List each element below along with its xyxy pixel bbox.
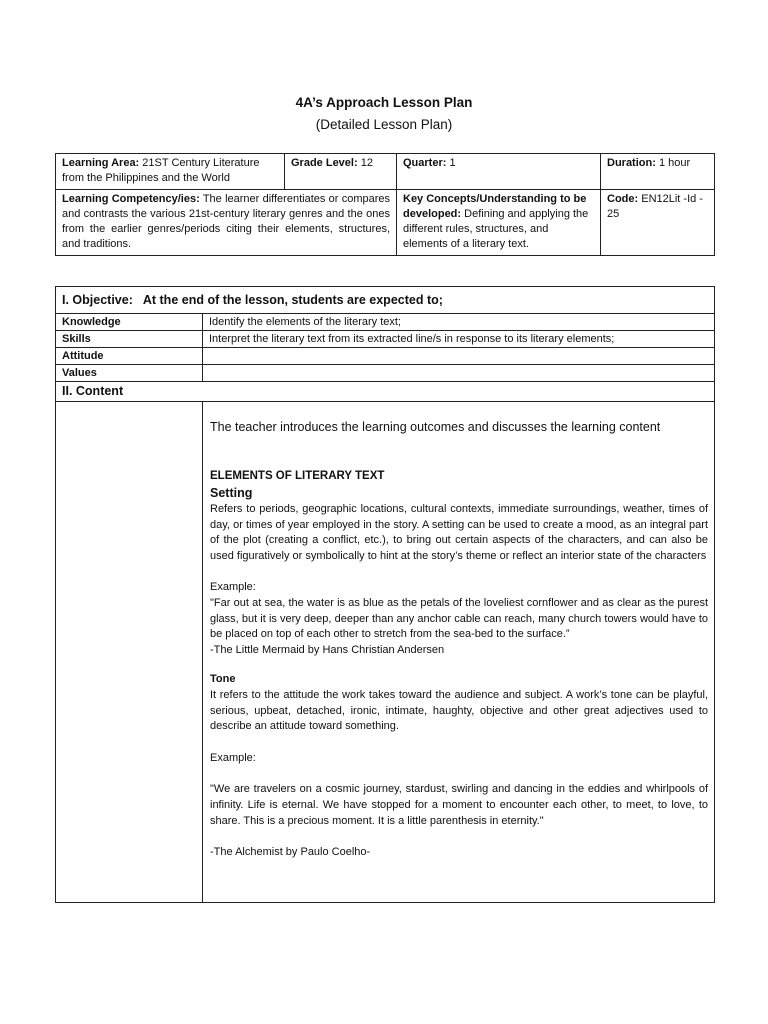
content-intro: The teacher introduces the learning outcomes and discusses the learning content (210, 420, 661, 434)
lesson-info-table (55, 153, 715, 256)
info-row-1 (56, 154, 715, 190)
tone-title: Tone (210, 673, 236, 686)
competency-value: The learner differentiates or compares and contrasts the various 21st-century literary genres and the ones from the earlier genres/periods citing their elements, structures, and traditions. (62, 193, 390, 250)
learning-area-cell (56, 154, 285, 190)
objective-content-table (55, 286, 715, 903)
tone-example-source: -The Alchemist by Paulo Coelho- (210, 846, 371, 859)
key-concepts-label: Key Concepts/Understanding to be developed: (403, 193, 587, 220)
content-left-cell (56, 402, 203, 903)
setting-example-label: Example: (210, 581, 256, 594)
objective-row-knowledge (56, 314, 715, 331)
quarter-value: 1 (446, 157, 456, 169)
key-concepts-cell (397, 190, 601, 256)
objective-label: Knowledge (56, 314, 203, 331)
tone-text: It refers to the attitude the work takes toward the audience and subject. A work’s tone can be playful, serious, upbeat, detached, ironic, intimate, haughty, objective and other great adjectives used to describe an attitude toward something. (210, 688, 709, 733)
setting-text: Refers to periods, geographic locations, cultural contexts, immediate surroundings, weather, times of day, or times of year employed in the story. A setting can be used to create a mood, as an integral part of the plot (creating a conflict, etc.), to bring out certain aspects of the characters, and can also be used figuratively or symbolically to hint at the story’s theme or reflect an interior state of the characters (210, 503, 709, 562)
setting-example-source: -The Little Mermaid by Hans Christian Andersen (210, 643, 445, 656)
setting-example-quote: "Far out at sea, the water is as blue as the petals of the loveliest cornflower and as clear as the purest glass, but it is very deep, deeper than any anchor cable can reach, many church towers would have to be placed on top of each other to stretch from the sea-bed to the surface.” (210, 596, 709, 641)
objective-value (203, 348, 715, 365)
grade-level-value: 12 (357, 157, 373, 169)
content-body (203, 402, 714, 861)
learning-area-label: Learning Area: (62, 157, 140, 169)
content-heading-row (56, 382, 715, 402)
objective-value (203, 365, 715, 382)
content-heading: II. Content (56, 382, 715, 402)
code-cell (601, 190, 715, 256)
document-subtitle: (Detailed Lesson Plan) (315, 117, 453, 132)
learning-area-value: 21ST Century Literature from the Philippines and the World (62, 157, 260, 184)
objective-row-skills (56, 331, 715, 348)
info-row-2 (56, 190, 715, 256)
objective-value: Interpret the literary text from its extracted line/s in response to its literary elements; (203, 331, 715, 348)
objective-label: Attitude (56, 348, 203, 365)
setting-title: Setting (210, 486, 253, 500)
objective-label: Values (56, 365, 203, 382)
objective-row-attitude (56, 348, 715, 365)
quarter-cell (397, 154, 601, 190)
grade-level-label: Grade Level: (291, 157, 358, 169)
competency-label: Learning Competency/ies: (62, 193, 200, 205)
objective-value: Identify the elements of the literary text; (203, 314, 715, 331)
content-right-cell (203, 402, 715, 903)
section-title: ELEMENTS OF LITERARY TEXT (210, 470, 385, 482)
grade-level-cell (285, 154, 397, 190)
objective-heading-prefix: I. Objective: (62, 293, 133, 307)
title-block (0, 94, 768, 133)
tone-example-label: Example: (210, 751, 256, 764)
objective-heading-row (56, 287, 715, 314)
objective-label: Skills (56, 331, 203, 348)
duration-label: Duration: (607, 157, 656, 169)
objective-row-values (56, 365, 715, 382)
duration-cell (601, 154, 715, 190)
key-concepts-value: Defining and applying the different rules, structures, and elements of a literary text. (403, 208, 589, 250)
objective-heading (56, 287, 715, 314)
code-value: EN12Lit -Id - 25 (607, 193, 703, 220)
content-body-row (56, 402, 715, 903)
quarter-label: Quarter: (403, 157, 447, 169)
document-title: 4A’s Approach Lesson Plan (295, 95, 473, 110)
objective-heading-text: At the end of the lesson, students are expected to; (142, 293, 443, 307)
tone-example-quote: "We are travelers on a cosmic journey, stardust, swirling and dancing in the eddies and whirlpools of infinity. Life is eternal. We have stopped for a moment to encounter each other, to meet, to love, to share. This is a precious moment. It is a little parenthesis in eternity." (210, 783, 709, 827)
competency-cell (56, 190, 397, 256)
duration-value: 1 hour (655, 157, 691, 169)
code-label: Code: (607, 193, 639, 205)
